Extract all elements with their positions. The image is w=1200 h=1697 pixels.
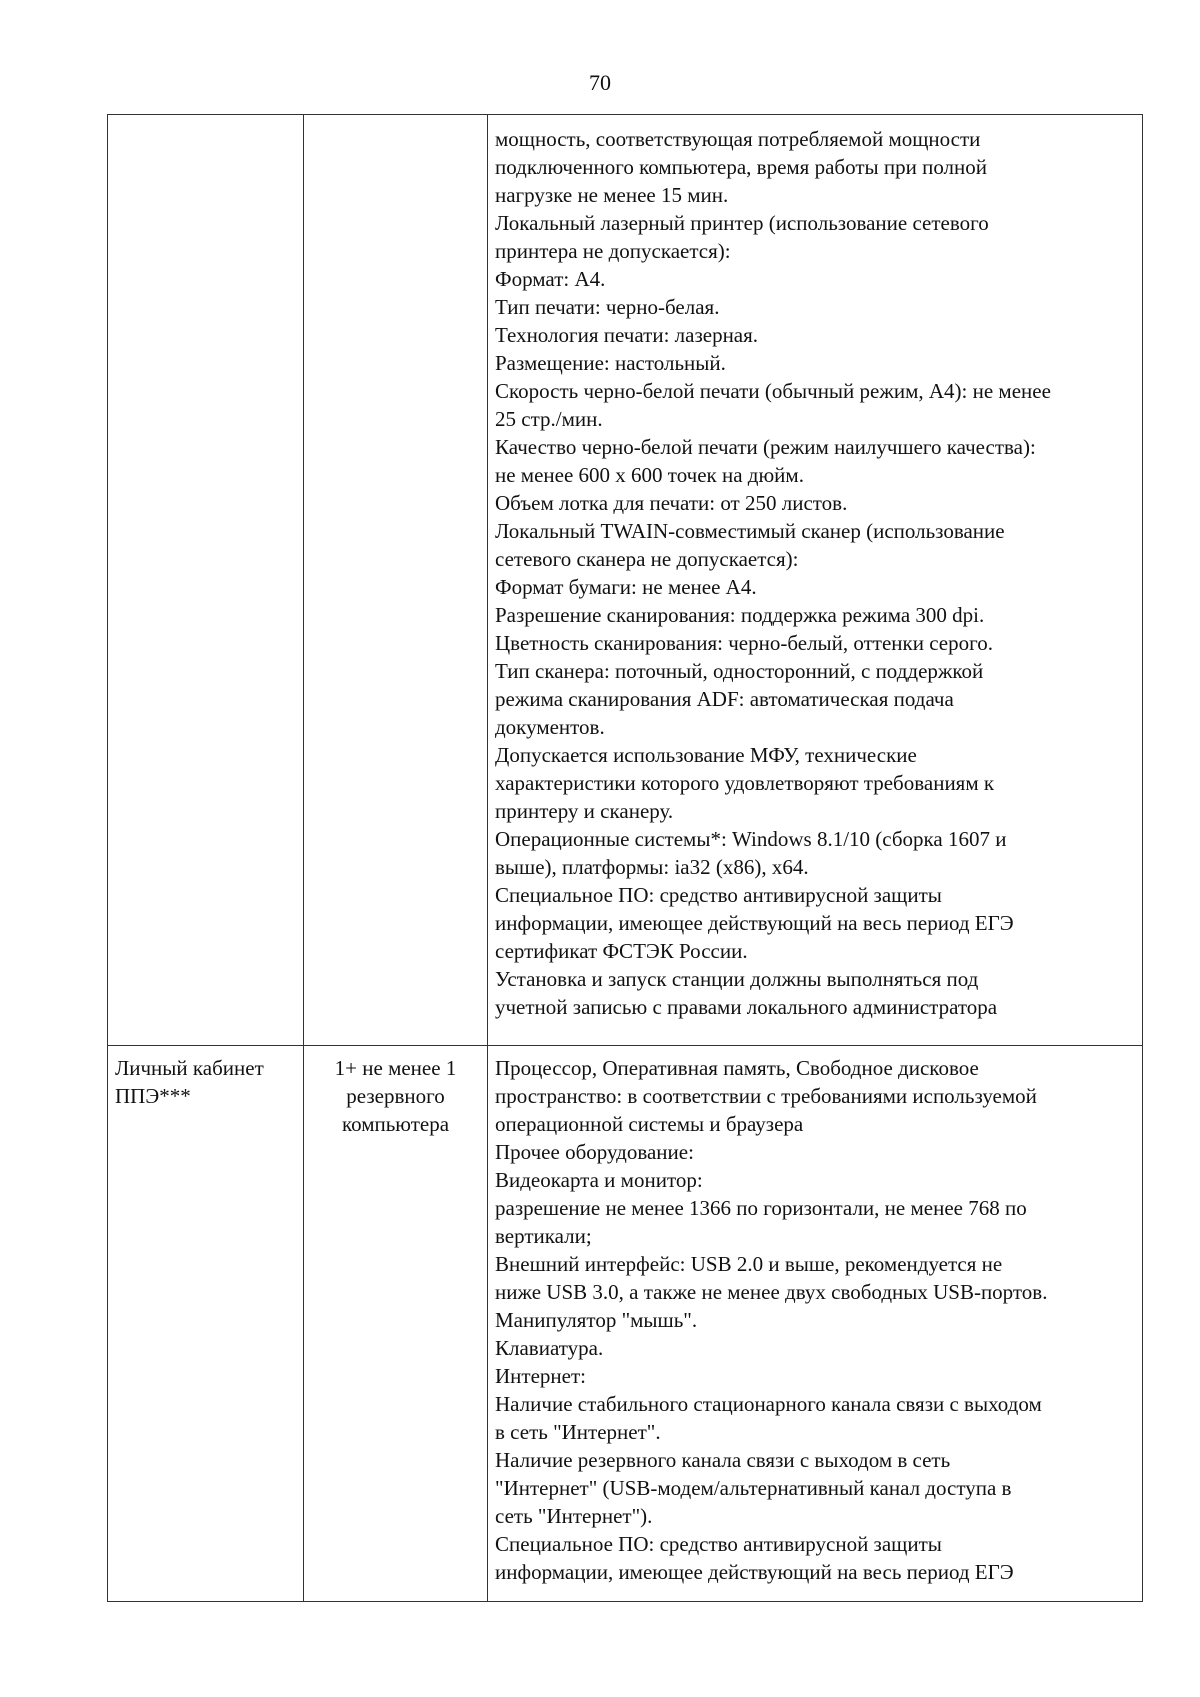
- requirement-line: Размещение: настольный.: [495, 351, 726, 375]
- requirement-line: подключенного компьютера, время работы при полной: [495, 155, 988, 179]
- requirement-line: документов.: [495, 715, 605, 739]
- requirement-line: Манипулятор "мышь".: [495, 1308, 698, 1332]
- requirement-line: Технология печати: лазерная.: [495, 323, 759, 347]
- requirement-line: сертификат ФСТЭК России.: [495, 939, 748, 963]
- station-name-line: ППЭ***: [115, 1084, 191, 1108]
- requirement-line: 25 стр./мин.: [495, 407, 603, 431]
- requirement-line: пространство: в соответствии с требованиями используемой: [495, 1084, 1037, 1108]
- requirement-line: операционной системы и браузера: [495, 1112, 804, 1136]
- requirement-line: Наличие стабильного стационарного канала связи с выходом: [495, 1392, 1042, 1416]
- requirement-line: Локальный лазерный принтер (использование сетевого: [495, 211, 989, 235]
- requirement-line: режима сканирования ADF: автоматическая подача: [495, 687, 954, 711]
- requirement-line: мощность, соответствующая потребляемой мощности: [495, 127, 981, 151]
- requirement-line: не менее 600 x 600 точек на дюйм.: [495, 463, 804, 487]
- station-name-cell: [108, 115, 304, 1046]
- requirement-line: Видеокарта и монитор:: [495, 1168, 703, 1192]
- table-row: [108, 115, 1143, 1046]
- requirement-line: Локальный TWAIN-совместимый сканер (использование: [495, 519, 1005, 543]
- requirement-line: Операционные системы*: Windows 8.1/10 (сборка 1607 и: [495, 827, 1007, 851]
- quantity-line: резервного: [346, 1084, 445, 1108]
- station-name-cell: [108, 1046, 304, 1602]
- requirement-line: разрешение не менее 1366 по горизонтали, не менее 768 по: [495, 1196, 1027, 1220]
- requirement-line: Качество черно-белой печати (режим наилучшего качества):: [495, 435, 1036, 459]
- requirement-line: Объем лотка для печати: от 250 листов.: [495, 491, 848, 515]
- requirement-line: Формат: А4.: [495, 267, 606, 291]
- requirement-line: Цветность сканирования: черно-белый, оттенки серого.: [495, 631, 993, 655]
- station-name-line: Личный кабинет: [115, 1056, 264, 1080]
- requirement-line: Наличие резервного канала связи с выходом в сеть: [495, 1448, 951, 1472]
- requirement-line: принтеру и сканеру.: [495, 799, 674, 823]
- requirement-line: Установка и запуск станции должны выполняться под: [495, 967, 979, 991]
- requirement-line: учетной записью с правами локального администратора: [495, 995, 998, 1019]
- requirement-line: ниже USB 3.0, а также не менее двух свободных USB-портов.: [495, 1280, 1048, 1304]
- requirement-line: Специальное ПО: средство антивирусной защиты: [495, 1532, 942, 1556]
- requirement-line: принтера не допускается):: [495, 239, 731, 263]
- requirement-line: Прочее оборудование:: [495, 1140, 694, 1164]
- requirement-line: сеть "Интернет").: [495, 1504, 653, 1528]
- requirement-line: "Интернет" (USB-модем/альтернативный канал доступа в: [495, 1476, 1012, 1500]
- equipment-requirements-table: [107, 114, 1143, 1602]
- quantity-cell: [304, 1046, 488, 1602]
- requirements-cell: [488, 115, 1143, 1046]
- requirement-line: в сеть "Интернет".: [495, 1420, 661, 1444]
- requirement-line: Внешний интерфейс: USB 2.0 и выше, рекомендуется не: [495, 1252, 1003, 1276]
- table-row: [108, 1046, 1143, 1602]
- quantity-cell: [304, 115, 488, 1046]
- requirement-line: выше), платформы: ia32 (x86), x64.: [495, 855, 809, 879]
- requirement-line: вертикали;: [495, 1224, 592, 1248]
- requirement-line: Допускается использование МФУ, технические: [495, 743, 917, 767]
- requirement-line: сетевого сканера не допускается):: [495, 547, 799, 571]
- requirement-line: Формат бумаги: не менее А4.: [495, 575, 757, 599]
- requirement-line: Тип печати: черно-белая.: [495, 295, 720, 319]
- quantity-line: компьютера: [341, 1112, 450, 1136]
- requirement-line: Разрешение сканирования: поддержка режима 300 dpi.: [495, 603, 985, 627]
- requirement-line: информации, имеющее действующий на весь период ЕГЭ: [495, 911, 1014, 935]
- requirement-line: Процессор, Оперативная память, Свободное дисковое: [495, 1056, 979, 1080]
- requirement-line: Специальное ПО: средство антивирусной защиты: [495, 883, 942, 907]
- quantity-line: 1+ не менее 1: [334, 1056, 457, 1080]
- requirement-line: Тип сканера: поточный, односторонний, с поддержкой: [495, 659, 984, 683]
- requirement-line: Клавиатура.: [495, 1336, 604, 1360]
- requirement-line: информации, имеющее действующий на весь период ЕГЭ: [495, 1560, 1014, 1584]
- requirement-line: нагрузке не менее 15 мин.: [495, 183, 729, 207]
- requirement-line: Скорость черно-белой печати (обычный режим, А4): не менее: [495, 379, 1051, 403]
- requirement-line: характеристики которого удовлетворяют требованиям к: [495, 771, 995, 795]
- page-number: 70: [589, 70, 611, 95]
- requirements-cell: [488, 1046, 1143, 1602]
- requirement-line: Интернет:: [495, 1364, 586, 1388]
